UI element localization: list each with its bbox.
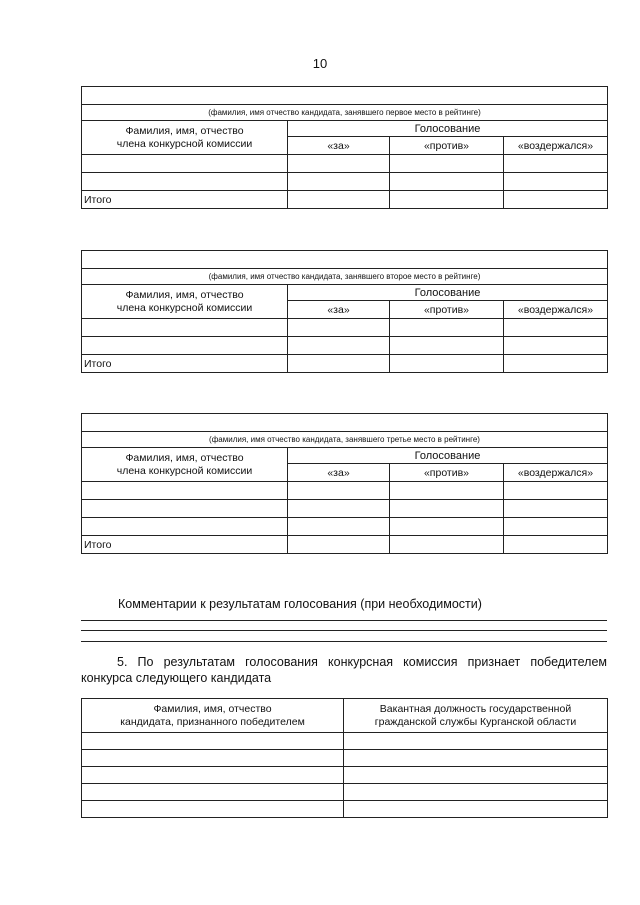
voting-header: Голосование [288,121,608,137]
comment-line[interactable] [81,630,607,631]
candidate-caption: (фамилия, имя отчество кандидата, занявшего второе место в рейтинге) [82,269,608,285]
vote-against-header: «против» [390,137,504,155]
table-row [82,733,608,750]
table-row [82,767,608,784]
table-row [82,750,608,767]
table-row [82,801,608,818]
vote-against-header: «против» [390,464,504,482]
candidate-caption: (фамилия, имя отчество кандидата, занявшего первое место в рейтинге) [82,105,608,121]
vote-abstain-header: «воздержался» [504,301,608,319]
paragraph-5 [81,654,607,686]
table-row [82,155,608,173]
table-row [82,500,608,518]
vote-for-header: «за» [288,464,390,482]
vote-for-header: «за» [288,301,390,319]
winner-name-header: Фамилия, имя, отчество кандидата, признанного победителем [82,699,344,733]
paragraph-5-line-1: 5. По результатам голосования конкурсная комиссия признает победителем [117,655,607,669]
candidate-caption: (фамилия, имя отчество кандидата, занявшего третье место в рейтинге) [82,432,608,448]
voting-header: Голосование [288,448,608,464]
comments-label: Комментарии к результатам голосования (при необходимости) [118,597,482,611]
vote-abstain-header: «воздержался» [504,137,608,155]
member-header: Фамилия, имя, отчество члена конкурсной комиссии [82,121,288,155]
table-row [82,337,608,355]
total-row [82,536,608,554]
paragraph-5-line-2: конкурса следующего кандидата [81,671,272,685]
member-header: Фамилия, имя, отчество члена конкурсной комиссии [82,448,288,482]
voting-header: Голосование [288,285,608,301]
comment-line[interactable] [81,641,607,642]
table-row [82,518,608,536]
comment-line[interactable] [81,620,607,621]
voting-table-second-place [81,250,608,373]
candidate-name-cell[interactable] [82,87,608,105]
vacant-position-header: Вакантная должность государственной гражданской службы Курганской области [344,699,608,733]
voting-table-third-place [81,413,608,554]
candidate-name-cell[interactable] [82,414,608,432]
member-header: Фамилия, имя, отчество члена конкурсной комиссии [82,285,288,319]
page-number: 10 [312,56,328,71]
winner-table [81,698,608,818]
total-label: Итого [82,536,288,554]
vote-against-header: «против» [390,301,504,319]
total-label: Итого [82,355,288,373]
table-row [82,784,608,801]
table-row [82,173,608,191]
total-row [82,191,608,209]
total-label: Итого [82,191,288,209]
vote-for-header: «за» [288,137,390,155]
voting-table-first-place [81,86,608,209]
candidate-name-cell[interactable] [82,251,608,269]
total-row [82,355,608,373]
vote-abstain-header: «воздержался» [504,464,608,482]
table-row [82,482,608,500]
table-row [82,319,608,337]
